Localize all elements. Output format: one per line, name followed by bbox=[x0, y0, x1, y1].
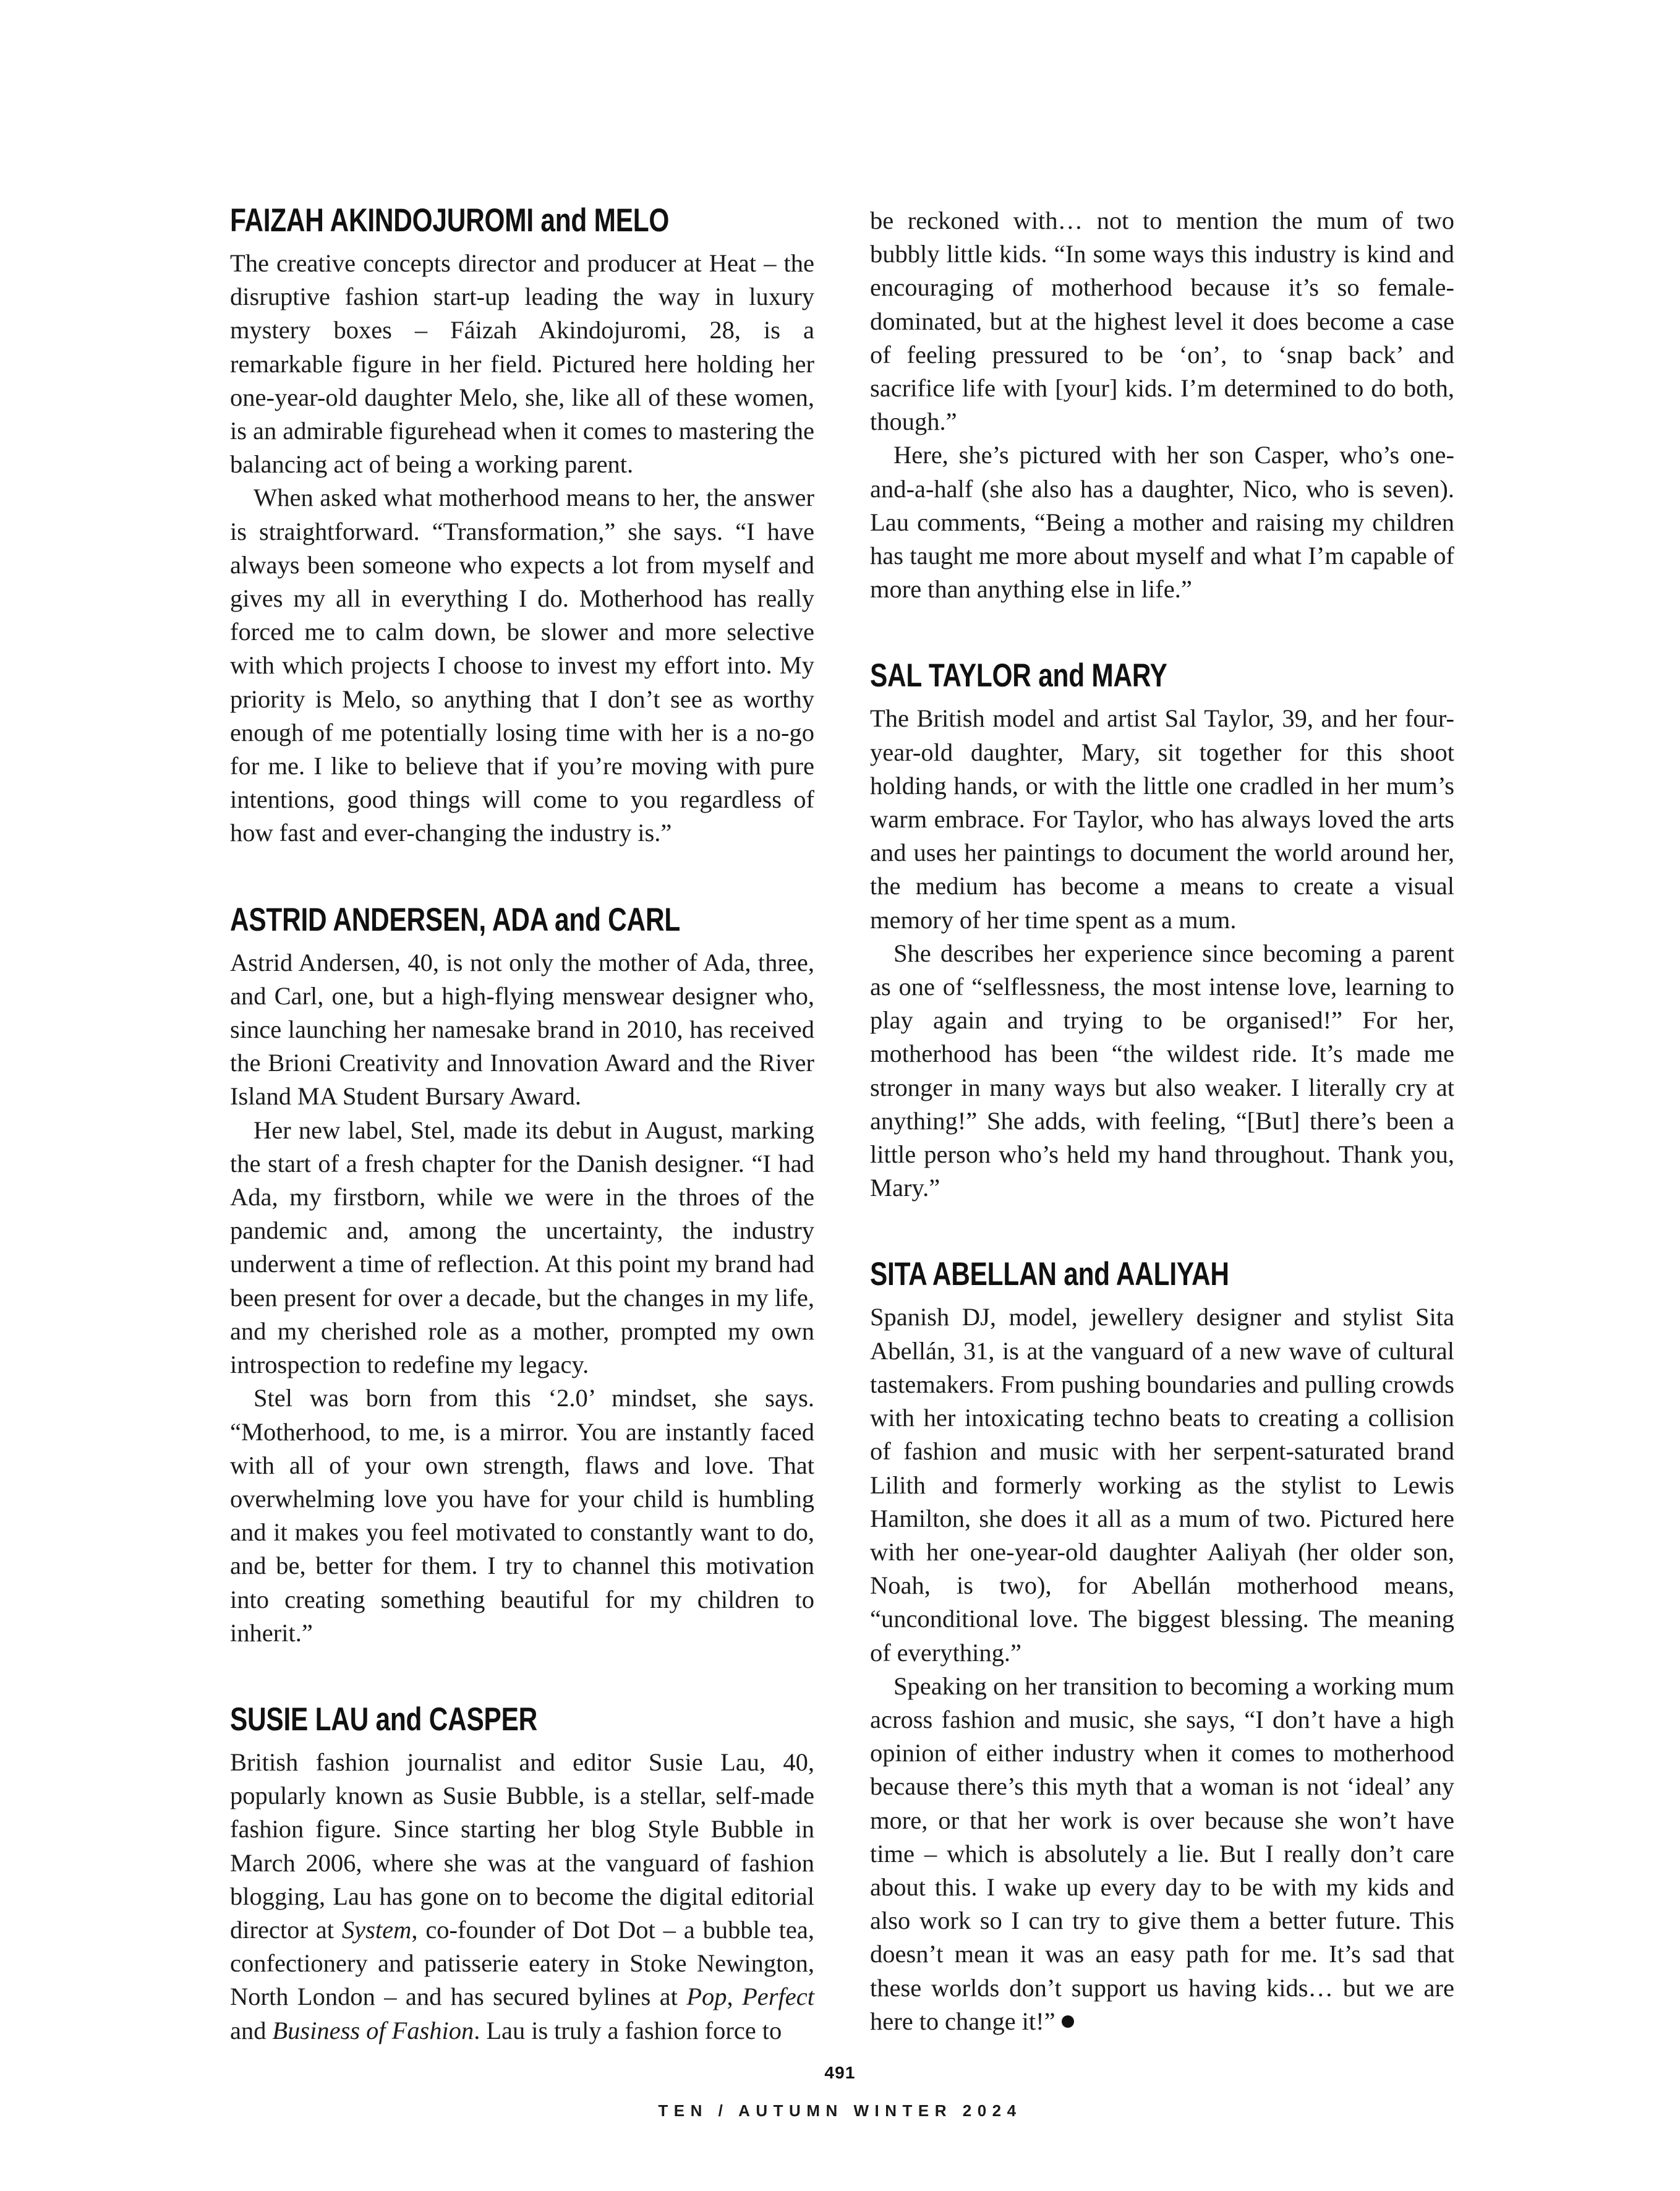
section-heading: SITA ABELLAN and AALIYAH bbox=[870, 1256, 1229, 1293]
section-heading: SUSIE LAU and CASPER bbox=[230, 1701, 538, 1738]
paragraph: When asked what motherhood means to her, the answer is straightforward. “Transformation,” she says. “I have always been someone who expects a lot from myself and gives my all in everything I do. Motherhood has really forced me to calm down, be slower and more selective with which projects I choose to invest my effort into. My priority is Melo, so anything that I don’t see as worthy enough of me potentially losing time with her is a no-go for me. I like to believe that if you’re moving with pure intentions, good things will come to you regardless of how fast and ever-changing the industry is.” bbox=[230, 484, 814, 847]
paragraph: Here, she’s pictured with her son Casper, who’s one-and-a-half (she also has a daughter, Nico, who is seven). Lau comments, “Being a mother and raising my children has taught me more about myself and what I’m capable of more than anything else in life.” bbox=[870, 441, 1454, 604]
page-footer bbox=[0, 2063, 1680, 2121]
paragraph: She describes her experience since becoming a parent as one of “selflessness, the most intense love, learning to play again and trying to be organised!” For her, motherhood has been “the wildest ride. It’s made me stronger in many ways but also weaker. I literally cry at anything!” She adds, with feeling, “[But] there’s been a little person who’s held my hand throughout. Thank you, Mary.” bbox=[870, 939, 1454, 1202]
left-column bbox=[230, 204, 814, 2048]
section-heading: ASTRID ANDERSEN, ADA and CARL bbox=[230, 901, 680, 938]
article-body bbox=[230, 204, 1454, 2048]
section-heading: SAL TAYLOR and MARY bbox=[870, 657, 1167, 694]
paragraph-text: Speaking on her transition to becoming a working mum across fashion and music, she says, “I don’t have a high opinion of either industry when it comes to motherhood because there’s this myth that a woman is not ‘ideal’ any more, or that her work is over because she won’t have time – which is absolutely a lie. But I really don’t care about this. I wake up every day to be with my kids and also work so I can try to give them a better future. This doesn’t mean it was an easy path for me. It’s sad that these worlds don’t support us having kids… but we are here to change it!” bbox=[870, 1672, 1454, 2035]
paragraph-final bbox=[870, 1670, 1454, 2038]
paragraph: British fashion journalist and editor Susie Lau, 40, popularly known as Susie Bubble, is a stellar, self-made fashion figure. Since starting her blog Style Bubble in March 2006, where she was at the vanguard of fashion blogging, Lau has gone on to become the digital editorial director at System, co-founder of Dot Dot – a bubble tea, confectionery and patisserie eatery in Stoke Newington, North London – and has secured bylines at Pop, Perfect and Business of Fashion. Lau is truly a fashion force to bbox=[230, 1748, 814, 2044]
section-susie-lau-continued bbox=[870, 204, 1454, 606]
section-sita-abellan bbox=[870, 1258, 1454, 2038]
issue-line: TEN / AUTUMN WINTER 2024 bbox=[658, 2101, 1022, 2120]
section-sal-taylor bbox=[870, 659, 1454, 1205]
paragraph: Stel was born from this ‘2.0’ mindset, she says. “Motherhood, to me, is a mirror. You are instantly faced with all of your own strength, flaws and love. That overwhelming love you have for your child is humbling and it makes you feel motivated to constantly want to do, and be, better for them. I try to channel this motivation into creating something beautiful for my children to inherit.” bbox=[230, 1384, 814, 1647]
section-astrid-andersen bbox=[230, 903, 814, 1650]
end-of-article-dot-icon bbox=[1062, 2015, 1074, 2028]
right-column bbox=[870, 204, 1454, 2038]
paragraph: The creative concepts director and producer at Heat – the disruptive fashion start-up leading the way in luxury mystery boxes – Fáizah Akindojuromi, 28, is a remarkable figure in her field. Pictured here holding her one-year-old daughter Melo, she, like all of these women, is an admirable figurehead when it comes to mastering the balancing act of being a working parent. bbox=[230, 249, 814, 479]
paragraph: Spanish DJ, model, jewellery designer and stylist Sita Abellán, 31, is at the vanguard of a new wave of cultural tastemakers. From pushing boundaries and pulling crowds with her intoxicating techno beats to creating a collision of fashion and music with her serpent-saturated brand Lilith and formerly working as the stylist to Lewis Hamilton, she does it all as a mum of two. Pictured here with her one-year-old daughter Aaliyah (her older son, Noah, is two), for Abellán motherhood means, “unconditional love. The biggest blessing. The meaning of everything.” bbox=[870, 1303, 1454, 1667]
paragraph: be reckoned with… not to mention the mum of two bubbly little kids. “In some ways this industry is kind and encouraging of motherhood because it’s so female-dominated, but at the highest level it does become a case of feeling pressured to be ‘on’, to ‘snap back’ and sacrifice life with [your] kids. I’m determined to do both, though.” bbox=[870, 207, 1454, 436]
section-heading: FAIZAH AKINDOJUROMI and MELO bbox=[230, 202, 670, 239]
paragraph: Her new label, Stel, made its debut in August, marking the start of a fresh chapter for the Danish designer. “I had Ada, my firstborn, while we were in the throes of the pandemic and, among the uncertainty, the industry underwent a time of reflection. At this point my brand had been present for over a decade, but the changes in my life, and my cherished role as a mother, prompted my own introspection to redefine my legacy. bbox=[230, 1116, 814, 1379]
page-number: 491 bbox=[824, 2063, 856, 2082]
section-susie-lau bbox=[230, 1703, 814, 2048]
paragraph: The British model and artist Sal Taylor, 39, and her four-year-old daughter, Mary, sit together for this shoot holding hands, or with the little one cradled in her mum’s warm embrace. For Taylor, who has always loved the arts and uses her paintings to document the world around her, the medium has become a means to create a visual memory of her time spent as a mum. bbox=[870, 704, 1454, 934]
paragraph: Astrid Andersen, 40, is not only the mother of Ada, three, and Carl, one, but a high-flying menswear designer who, since launching her namesake brand in 2010, has received the Brioni Creativity and Innovation Award and the River Island MA Student Bursary Award. bbox=[230, 948, 814, 1111]
section-faizah-akindojuromi bbox=[230, 204, 814, 850]
